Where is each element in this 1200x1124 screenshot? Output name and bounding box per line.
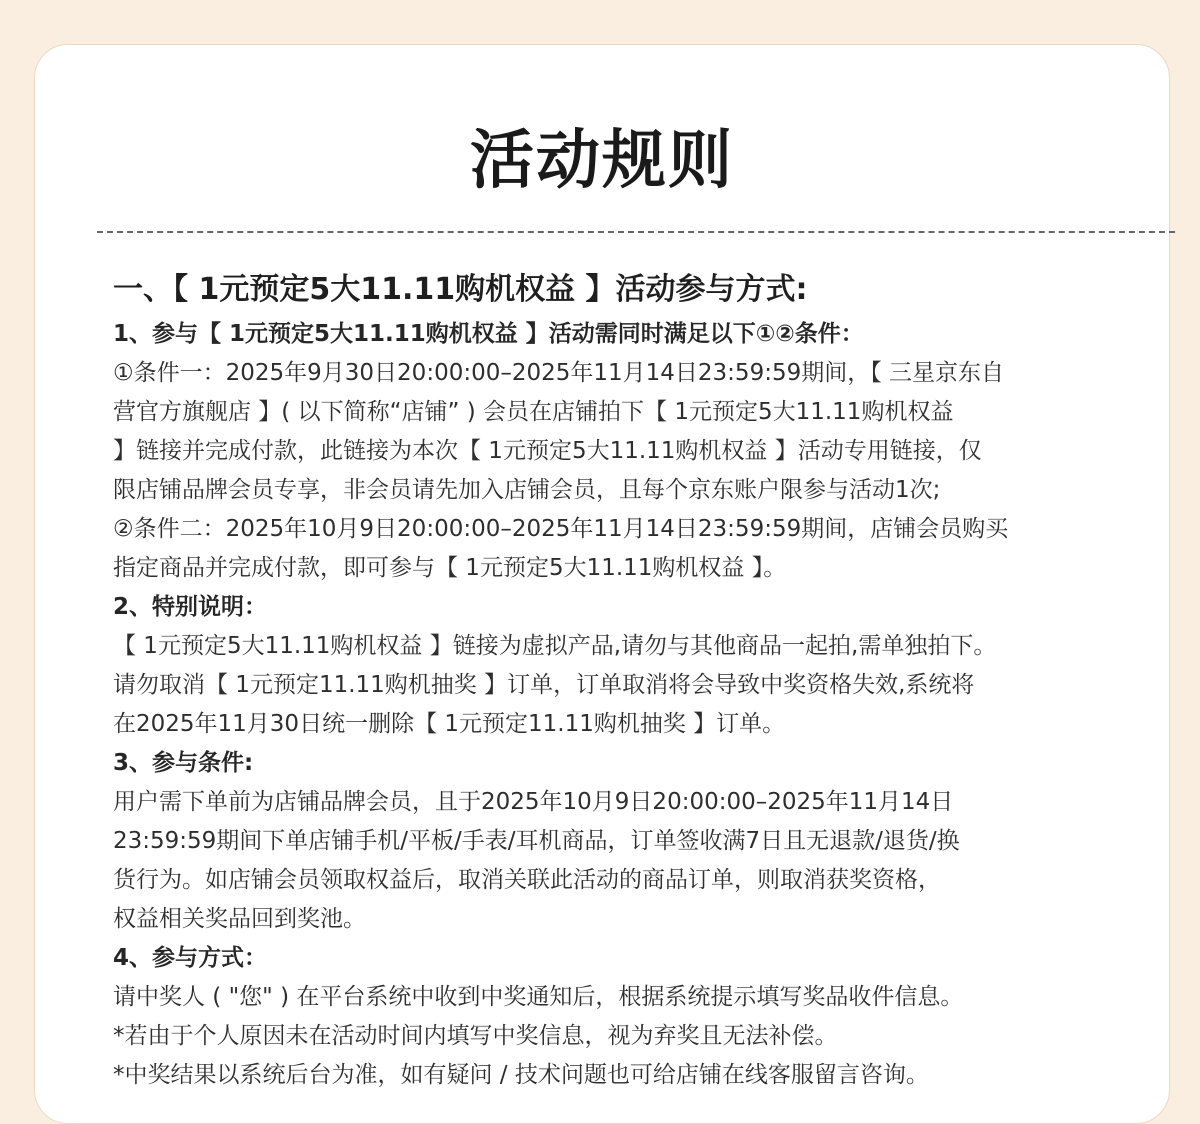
rule-line: 】链接并完成付款，此链接为本次【 1元预定5大11.11购机权益 】活动专用链接，仅 — [113, 438, 982, 464]
rule-line: 【 1元预定5大11.11购机权益 】链接为虚拟产品,请勿与其他商品一起拍,需单独拍下。 — [113, 633, 997, 659]
rule-line: 货行为。如店铺会员领取权益后，取消关联此活动的商品订单，则取消获奖资格， — [113, 867, 941, 893]
rule-line: *中奖结果以系统后台为准，如有疑问 / 技术问题也可给店铺在线客服留言咨询。 — [113, 1062, 929, 1088]
page-title: 活动规则 — [470, 124, 734, 198]
rules-card — [34, 44, 1170, 1124]
rule-line: 营官方旗舰店 】( 以下简称“店铺” ) 会员在店铺拍下【 1元预定5大11.11购机权益 — [113, 399, 954, 425]
rule-line: 在2025年11月30日统一删除【 1元预定11.11购机抽奖 】订单。 — [113, 711, 786, 737]
rule-line: *若由于个人原因未在活动时间内填写中奖信息，视为弃奖且无法补偿。 — [113, 1023, 838, 1049]
rule-heading-3: 3、参与条件: — [113, 750, 254, 776]
rule-line: ②条件二：2025年10月9日20:00:00–2025年11月14日23:59:59期间，店铺会员购买 — [113, 516, 1009, 542]
section-title: 一、【 1元预定5大11.11购机权益 】活动参与方式: — [113, 272, 808, 307]
rule-line: 指定商品并完成付款，即可参与【 1元预定5大11.11购机权益 】。 — [113, 555, 787, 581]
rule-line: 请中奖人 ( "您" ) 在平台系统中收到中奖通知后，根据系统提示填写奖品收件信息。 — [113, 984, 964, 1010]
rule-heading-4: 4、参与方式： — [113, 945, 268, 971]
rule-line: 用户需下单前为店铺品牌会员，且于2025年10月9日20:00:00–2025年11月14日 — [113, 789, 954, 815]
rule-heading-1: 1、参与【 1元预定5大11.11购机权益 】活动需同时满足以下①②条件： — [113, 321, 864, 347]
rule-line: 请勿取消【 1元预定11.11购机抽奖 】订单，订单取消将会导致中奖资格失效,系统将 — [113, 672, 975, 698]
rule-line: 23:59:59期间下单店铺手机/平板/手表/耳机商品，订单签收满7日且无退款/退货/换 — [113, 828, 960, 854]
rule-line: ①条件一：2025年9月30日20:00:00–2025年11月14日23:59:59期间，【 三星京东自 — [113, 360, 1005, 386]
dashed-divider — [97, 231, 1175, 233]
rule-line: 限店铺品牌会员专享，非会员请先加入店铺会员，且每个京东账户限参与活动1次; — [113, 477, 941, 503]
rule-heading-2: 2、特别说明： — [113, 594, 268, 620]
rule-line: 权益相关奖品回到奖池。 — [113, 906, 366, 932]
rules-content — [113, 265, 1173, 1095]
